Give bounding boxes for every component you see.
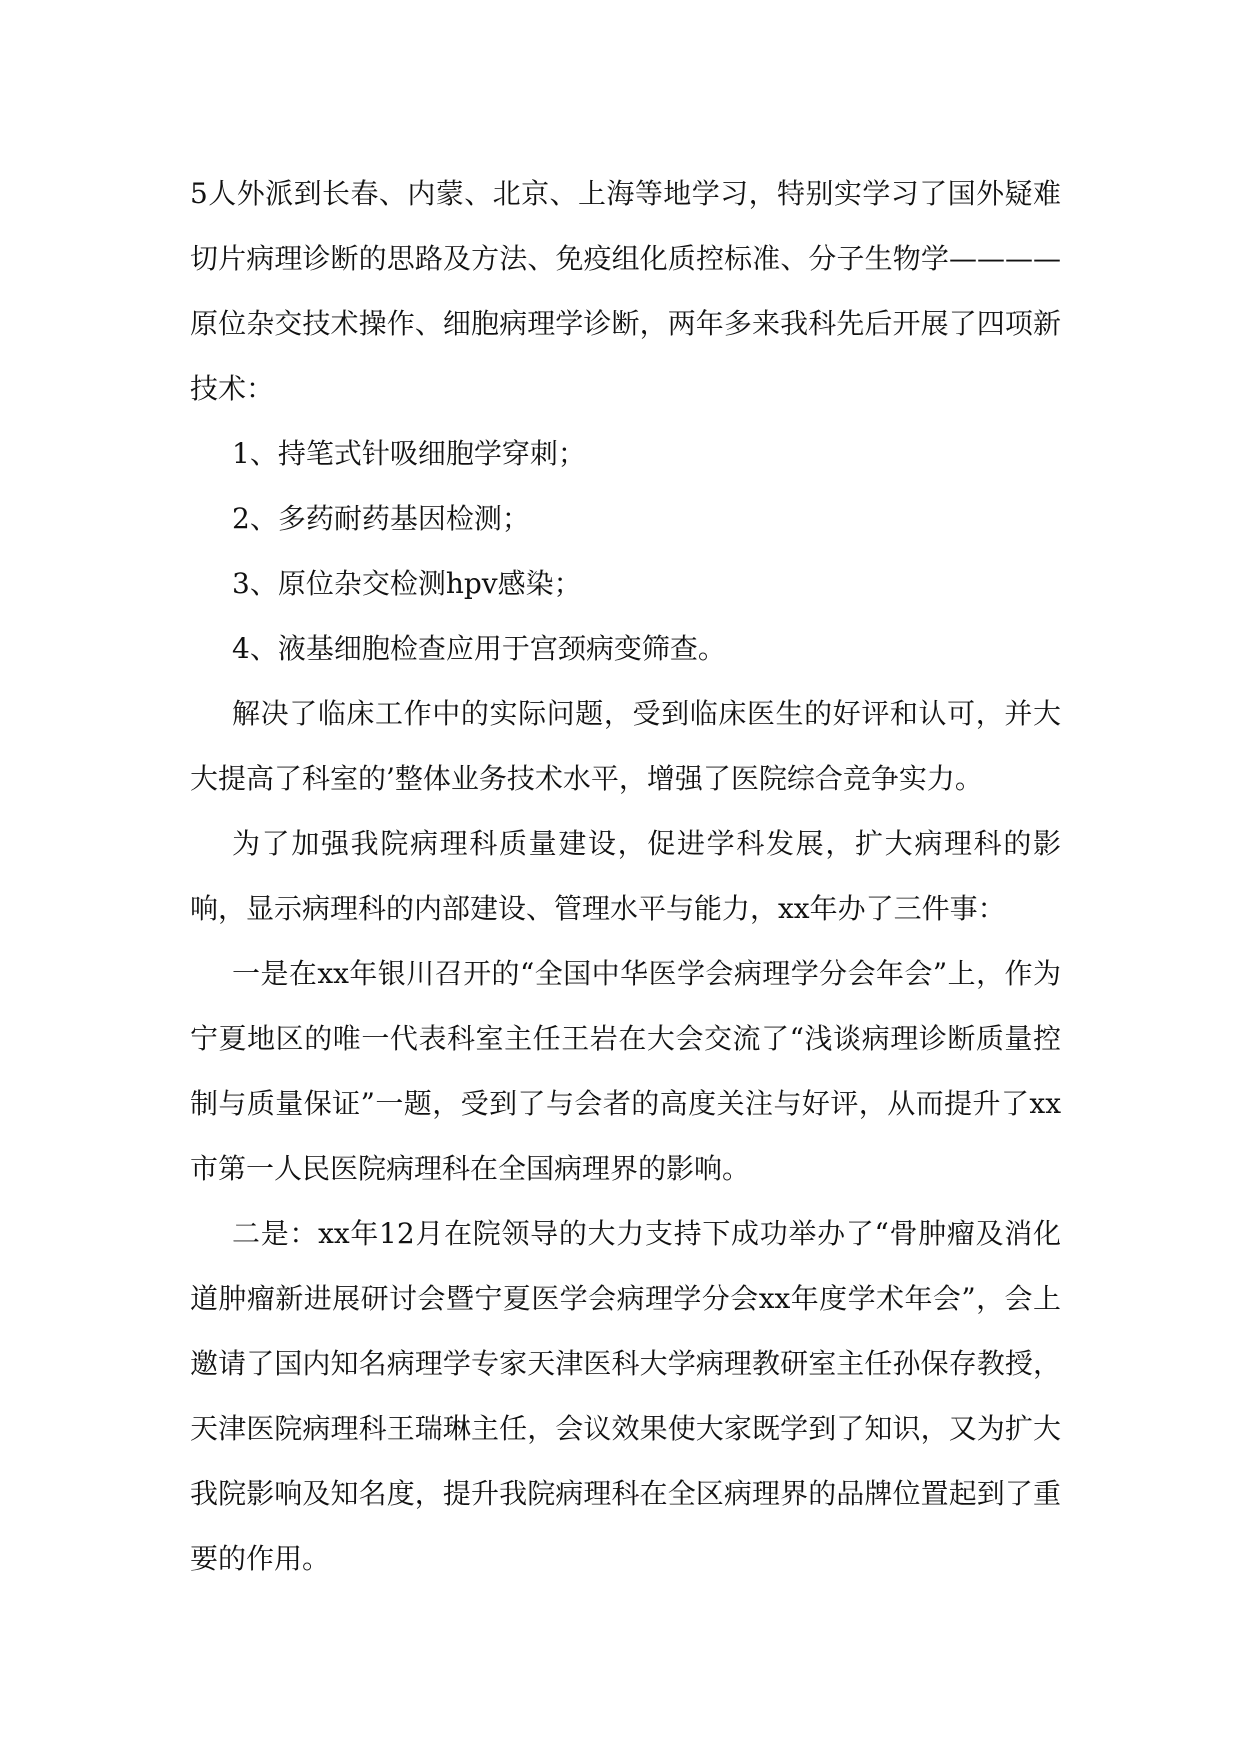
list-item-2: 2、多药耐药基因检测； xyxy=(232,502,530,535)
paragraph-first-event: 一是在xx年银川召开的“全国中华医学会病理学分会年会”上，作为宁夏地区的唯一代表科室主任王岩在大会交流了“浅谈病理诊断质量控制与质量保证”一题，受到了与会者的高度关注与好评，从而提升了xx市第一人民医院病理科在全国病理界的影响。 xyxy=(190,957,1061,1185)
list-item-1: 1、持笔式针吸细胞学穿刺； xyxy=(232,437,586,470)
paragraph-continued-study: 5人外派到长春、内蒙、北京、上海等地学习，特别实学习了国外疑难切片病理诊断的思路及方法、免疫组化质控标准、分子生物学————原位杂交技术操作、细胞病理学诊断，两年多来我科先后开展了四项新技术： xyxy=(190,177,1061,405)
list-item-4: 4、液基细胞检查应用于宫颈病变筛查。 xyxy=(232,632,726,665)
paragraph-quality-construction: 为了加强我院病理科质量建设，促进学科发展，扩大病理科的影响，显示病理科的内部建设、管理水平与能力，xx年办了三件事： xyxy=(190,827,1061,925)
paragraph-second-event: 二是：xx年12月在院领导的大力支持下成功举办了“骨肿瘤及消化道肿瘤新进展研讨会暨宁夏医学会病理学分会xx年度学术年会”，会上邀请了国内知名病理学专家天津医科大学病理教研室主任孙保存教授，天津医院病理科王瑞琳主任，会议效果使大家既学到了知识，又为扩大我院影响及知名度，提升我院病理科在全区病理界的品牌位置起到了重要的作用。 xyxy=(190,1217,1061,1575)
paragraph-clinical-problems: 解决了临床工作中的实际问题，受到临床医生的好评和认可，并大大提高了科室的’整体业务技术水平，增强了医院综合竞争实力。 xyxy=(190,697,1061,795)
list-item-3: 3、原位杂交检测hpv感染； xyxy=(232,567,582,600)
